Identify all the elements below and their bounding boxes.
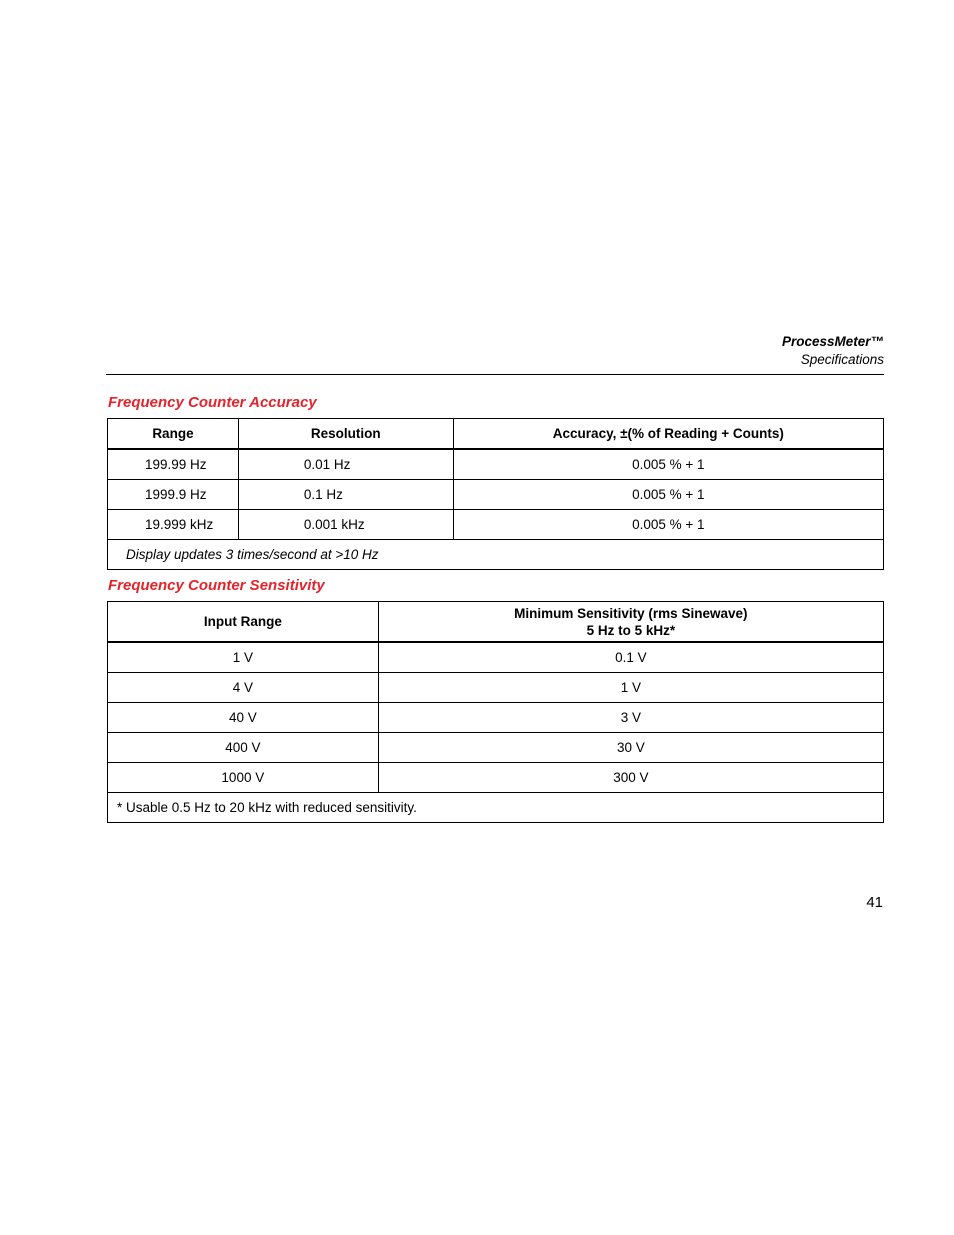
sensitivity-section-title: Frequency Counter Sensitivity (108, 577, 325, 594)
accuracy-table (107, 418, 884, 570)
accuracy-cell: 0.005 % + 1 (453, 449, 883, 480)
running-header (782, 333, 884, 369)
input-range-cell: 4 V (108, 673, 379, 703)
sensitivity-cell: 30 V (378, 733, 883, 763)
column-header-input-range: Input Range (108, 602, 379, 643)
table-row (108, 642, 884, 673)
accuracy-cell: 0.005 % + 1 (453, 480, 883, 510)
column-header-min-sensitivity (378, 602, 883, 643)
min-sensitivity-header-line2: 5 Hz to 5 kHz* (586, 622, 676, 638)
resolution-cell: 0.01 Hz (238, 449, 453, 480)
table-row (108, 733, 884, 763)
sensitivity-cell: 0.1 V (378, 642, 883, 673)
table-note-row (108, 540, 884, 570)
sensitivity-note: * Usable 0.5 Hz to 20 kHz with reduced sensitivity. (108, 793, 884, 823)
table-header-row (108, 602, 884, 643)
accuracy-note: Display updates 3 times/second at >10 Hz (108, 540, 884, 570)
table-row (108, 480, 884, 510)
input-range-cell: 400 V (108, 733, 379, 763)
resolution-cell: 0.1 Hz (238, 480, 453, 510)
table-row (108, 449, 884, 480)
min-sensitivity-header-line1: Minimum Sensitivity (rms Sinewave) (514, 605, 748, 621)
header-rule (106, 374, 884, 375)
table-row (108, 763, 884, 793)
accuracy-section-title: Frequency Counter Accuracy (108, 394, 317, 411)
sensitivity-cell: 1 V (378, 673, 883, 703)
range-cell: 19.999 kHz (108, 510, 239, 540)
table-row (108, 510, 884, 540)
input-range-cell: 1 V (108, 642, 379, 673)
table-note-row (108, 793, 884, 823)
input-range-cell: 40 V (108, 703, 379, 733)
column-header-range: Range (108, 419, 239, 450)
column-header-resolution: Resolution (238, 419, 453, 450)
accuracy-cell: 0.005 % + 1 (453, 510, 883, 540)
resolution-cell: 0.001 kHz (238, 510, 453, 540)
column-header-accuracy: Accuracy, ±(% of Reading + Counts) (453, 419, 883, 450)
range-cell: 199.99 Hz (108, 449, 239, 480)
table-row (108, 703, 884, 733)
sensitivity-table (107, 601, 884, 823)
input-range-cell: 1000 V (108, 763, 379, 793)
sensitivity-cell: 3 V (378, 703, 883, 733)
header-title: ProcessMeter™ (781, 334, 884, 349)
header-subtitle: Specifications (800, 352, 884, 367)
range-cell: 1999.9 Hz (108, 480, 239, 510)
table-header-row (108, 419, 884, 450)
page-number: 41 (866, 894, 883, 911)
sensitivity-cell: 300 V (378, 763, 883, 793)
table-row (108, 673, 884, 703)
